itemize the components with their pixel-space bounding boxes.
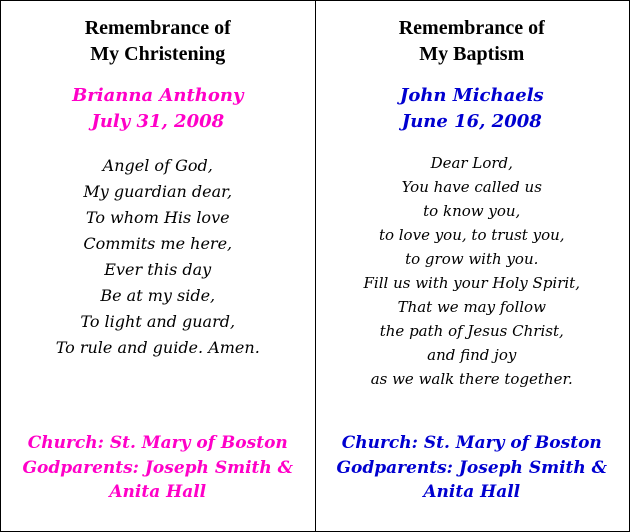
poem-line: My guardian dear,: [83, 182, 233, 202]
poem-line: Be at my side,: [100, 285, 216, 305]
christening-title-line1: Remembrance of: [84, 17, 231, 39]
baptism-church: Church: St. Mary of Boston: [341, 433, 602, 454]
christening-card: [1, 1, 315, 531]
christening-footer: [22, 431, 293, 521]
poem-line: Fill us with your Holy Spirit,: [363, 274, 580, 293]
poem-line: the path of Jesus Christ,: [379, 322, 564, 341]
christening-name-block: [72, 83, 243, 135]
christening-godparents-cont: Anita Hall: [109, 482, 207, 503]
baptism-godparents-cont: Anita Hall: [423, 482, 521, 503]
baptism-poem: [364, 151, 580, 391]
poem-line: Commits me here,: [83, 233, 233, 253]
christening-date: July 31, 2008: [91, 111, 225, 133]
poem-line: To whom His love: [85, 208, 230, 227]
poem-line: and find joy: [427, 346, 517, 365]
poem-line: to know you,: [423, 202, 521, 221]
christening-title: [85, 15, 231, 67]
poem-line: to grow with you.: [405, 250, 539, 269]
baptism-footer: [336, 431, 607, 521]
baptism-title-line1: Remembrance of: [398, 17, 545, 39]
christening-godparents: Godparents: Joseph Smith &: [22, 457, 294, 478]
baptism-name-block: [400, 83, 544, 135]
poem-line: as we walk there together.: [370, 370, 573, 389]
baptism-godparents: Godparents: Joseph Smith &: [336, 457, 608, 478]
baptism-title: [399, 15, 545, 67]
poem-line: To rule and guide. Amen.: [55, 337, 260, 357]
center-divider: [315, 1, 316, 531]
christening-church: Church: St. Mary of Boston: [27, 433, 288, 454]
baptism-card: [315, 1, 630, 531]
baptism-date: June 16, 2008: [401, 111, 542, 133]
poem-line: To light and guard,: [80, 311, 236, 331]
christening-title-line2: My Christening: [90, 43, 226, 65]
poem-line: Ever this day: [104, 259, 212, 279]
poem-line: Dear Lord,: [430, 154, 513, 173]
baptism-title-line2: My Baptism: [419, 43, 525, 65]
christening-child-name: Brianna Anthony: [72, 85, 244, 106]
poem-line: to love you, to trust you,: [378, 226, 565, 245]
poem-line: You have called us: [401, 178, 542, 197]
poem-line: Angel of God,: [102, 156, 213, 176]
poem-line: That we may follow: [397, 298, 546, 317]
baptism-child-name: John Michaels: [399, 85, 544, 106]
christening-poem: [56, 153, 260, 360]
